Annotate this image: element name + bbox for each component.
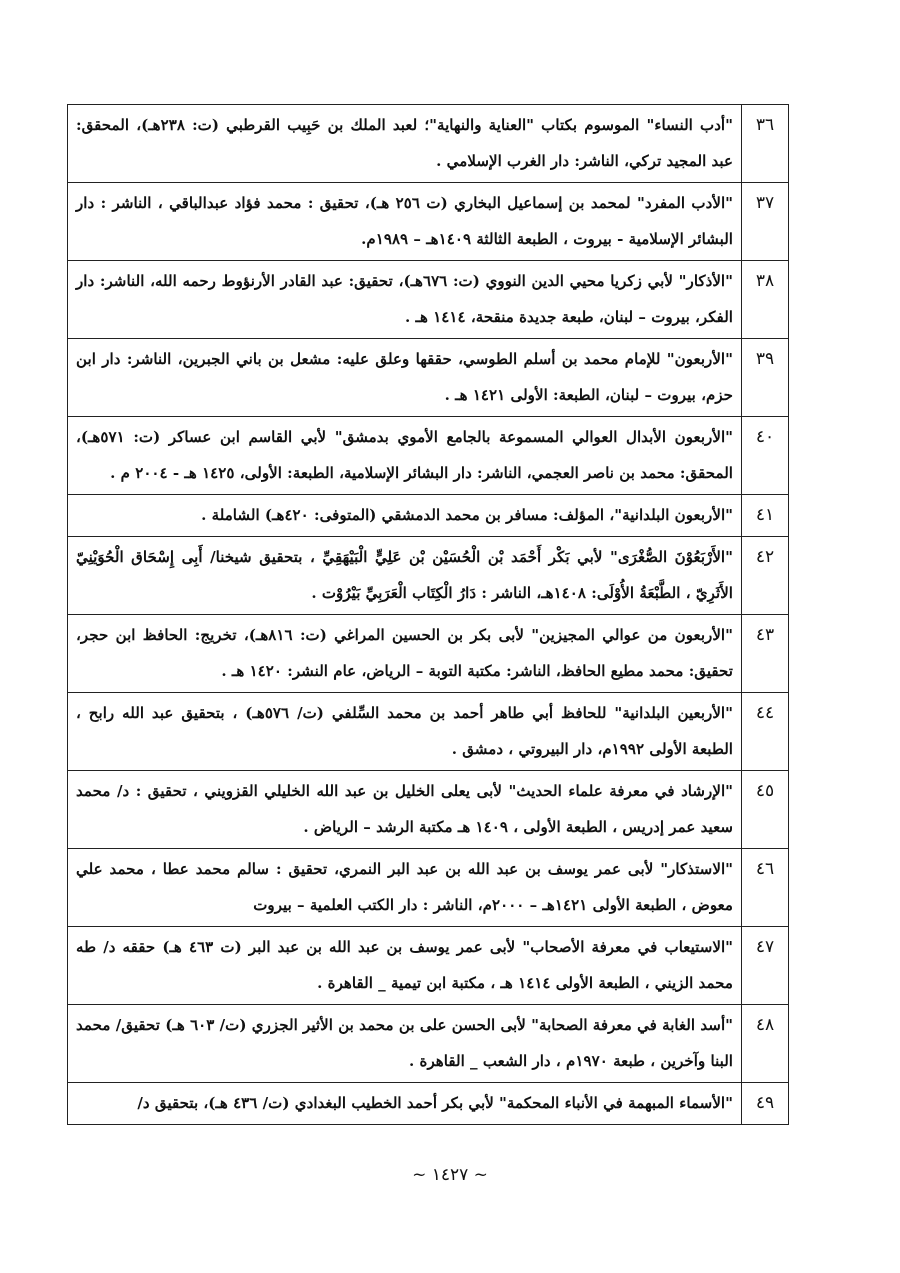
reference-number: ٤٨ [742,1005,789,1083]
reference-row [68,1083,789,1125]
references-table [67,104,789,1125]
page-number: ~ ١٤٢٧ ~ [412,1165,488,1185]
reference-number: ٤٧ [742,927,789,1005]
reference-row [68,615,789,693]
reference-text: "الاستذكار" لأبى عمر يوسف بن عبد الله بن عبد البر النمري، تحقيق : سالم محمد عطا ، محمد علي معوض ، الطبعة الأولى ١٤٢١هـ – ٢٠٠٠م، الناشر : دار الكتب العلمية – بيروت [68,849,742,927]
reference-number: ٤١ [742,495,789,537]
reference-number: ٤٣ [742,615,789,693]
reference-row [68,849,789,927]
reference-row [68,261,789,339]
reference-number: ٤٥ [742,771,789,849]
reference-text: "الأدب المفرد" لمحمد بن إسماعيل البخاري (ت ٢٥٦ هـ)، تحقيق : محمد فؤاد عبدالباقي ، الناشر : دار البشائر الإسلامية - بيروت ، الطبعة الثالثة ١٤٠٩هـ – ١٩٨٩م. [68,183,742,261]
reference-text: "الأربعين البلدانية" للحافظ أبي طاهر أحمد بن محمد السِّلفي (ت/ ٥٧٦هـ) ، بتحقيق عبد الله رابح ، الطبعة الأولى ١٩٩٢م، دار البيروتي ، دمشق . [68,693,742,771]
reference-number: ٤٠ [742,417,789,495]
reference-text: "الأربعون البلدانية"، المؤلف: مسافر بن محمد الدمشقي (المتوفى: ٤٢٠هـ) الشاملة . [68,495,742,537]
reference-row [68,417,789,495]
reference-text: "الأذكار" لأبي زكريا محيي الدين النووي (ت: ٦٧٦هـ)، تحقيق: عبد القادر الأرنؤوط رحمه الله، الناشر: دار الفكر، بيروت – لبنان، طبعة جديدة منقحة، ١٤١٤ هـ . [68,261,742,339]
reference-text: "الأربعون الأبدال العوالي المسموعة بالجامع الأموي بدمشق" لأبي القاسم ابن عساكر (ت: ٥٧١هـ)، المحقق: محمد بن ناصر العجمي، الناشر: دار البشائر الإسلامية، الطبعة: الأولى، ١٤٢٥ هـ - ٢٠٠٤ م . [68,417,742,495]
reference-text: "الأسماء المبهمة في الأنباء المحكمة" لأبي بكر أحمد الخطيب البغدادي (ت/ ٤٣٦ هـ)، بتحقيق د/ [68,1083,742,1125]
reference-text: "الأَرْبَعُوْنَ الصُّغْرَى" لأبي بَكْر أَحْمَد بْن الْحُسَيْن بْن عَلِيٍّ الْبَيْهَقِيِّ ، بتحقيق شيخنا/ أَبِى إِسْحَاق الْحُوَيْنِيّ الأَثَرِيّ ، الطَّبْعَةُ الأُوْلَى: ١٤٠٨هـ، الناشر : دَارُ الْكِتَاب الْعَرَبِيِّ بَيْرُوْت . [68,537,742,615]
reference-number: ٤٩ [742,1083,789,1125]
reference-row [68,105,789,183]
reference-row [68,693,789,771]
reference-row [68,771,789,849]
reference-number: ٤٤ [742,693,789,771]
reference-row [68,537,789,615]
reference-text: "الأربعون" للإمام محمد بن أسلم الطوسي، حققها وعلق عليه: مشعل بن باني الجبرين، الناشر: دار ابن حزم، بيروت – لبنان، الطبعة: الأولى ١٤٢١ هـ . [68,339,742,417]
reference-number: ٣٧ [742,183,789,261]
reference-row [68,339,789,417]
reference-number: ٤٢ [742,537,789,615]
reference-number: ٣٨ [742,261,789,339]
reference-text: "الأربعون من عوالي المجيزين" لأبى بكر بن الحسين المراغي (ت: ٨١٦هـ)، تخريج: الحافظ ابن حجر، تحقيق: محمد مطيع الحافظ، الناشر: مكتبة التوبة – الرياض، عام النشر: ١٤٢٠ هـ . [68,615,742,693]
reference-text: "الاستيعاب في معرفة الأصحاب" لأبى عمر يوسف بن عبد الله بن عبد البر (ت ٤٦٣ هـ) حققه د/ طه محمد الزيني ، الطبعة الأولى ١٤١٤ هـ ، مكتبة ابن تيمية _ القاهرة . [68,927,742,1005]
reference-row [68,495,789,537]
reference-number: ٣٩ [742,339,789,417]
reference-text: "الإرشاد في معرفة علماء الحديث" لأبى يعلى الخليل بن عبد الله الخليلي القزويني ، تحقيق : د/ محمد سعيد عمر إدريس ، الطبعة الأولى ، ١٤٠٩ هـ مكتبة الرشد – الرياض . [68,771,742,849]
reference-text: "أدب النساء" الموسوم بكتاب "العناية والنهاية"؛ لعبد الملك بن حَبِيب القرطبي (ت: ٢٣٨هـ)، المحقق: عبد المجيد تركي، الناشر: دار الغرب الإسلامي . [68,105,742,183]
reference-number: ٤٦ [742,849,789,927]
reference-row [68,183,789,261]
reference-row [68,1005,789,1083]
reference-number: ٣٦ [742,105,789,183]
reference-text: "أسد الغابة في معرفة الصحابة" لأبى الحسن على بن محمد بن الأثير الجزري (ت/ ٦٠٣ هـ) تحقيق/ محمد البنا وآخرين ، طبعة ١٩٧٠م ، دار الشعب _ القاهرة . [68,1005,742,1083]
reference-row [68,927,789,1005]
